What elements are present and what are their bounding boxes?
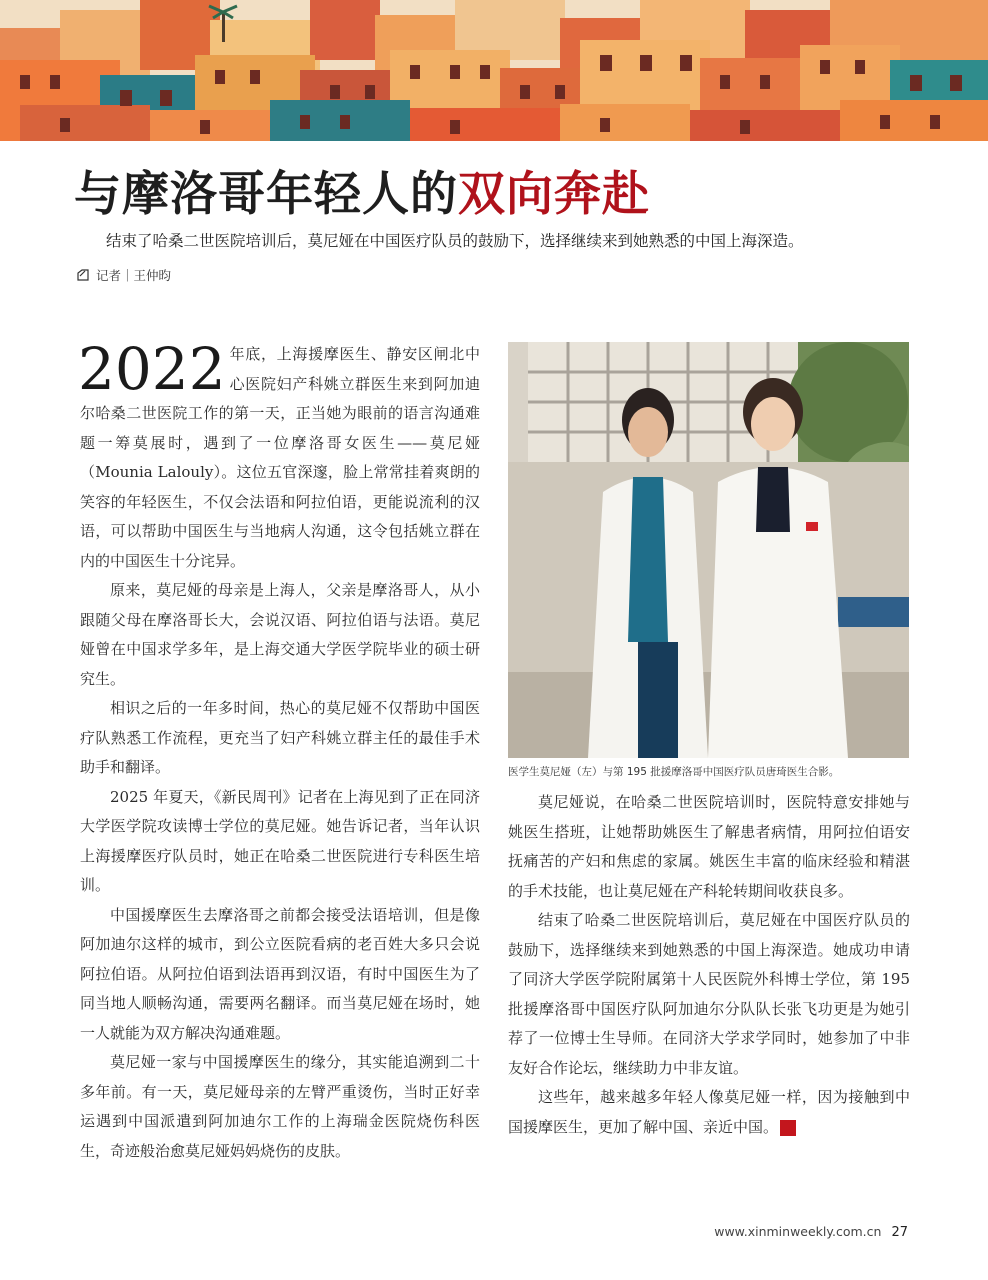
paragraph: 原来，莫尼娅的母亲是上海人，父亲是摩洛哥人，从小跟随父母在摩洛哥长大，会说汉语、阿拉伯语与法语。莫尼娅曾在中国求学多年，是上海交通大学医学院毕业的硕士研究生。	[80, 581, 480, 688]
website-url: www.xinminweekly.com.cn	[714, 1224, 882, 1239]
paragraph: 相识之后的一年多时间，热心的莫尼娅不仅帮助中国医疗队熟悉工作流程，更充当了妇产科姚立群主任的最佳手术助手和翻译。	[80, 699, 480, 776]
page-footer	[714, 1224, 908, 1240]
photo-caption: 医学生莫尼娅（左）与第 195 批援摩洛哥中国医疗队员唐琦医生合影。	[508, 766, 840, 778]
paragraph: 莫尼娅说，在哈桑二世医院培训时，医院特意安排她与姚医生搭班，让她帮助姚医生了解患者病情，用阿拉伯语安抚痛苦的产妇和焦虑的家属。姚医生丰富的临床经验和精湛的手术技能，也让莫尼娅在产科轮转期间收获良多。	[508, 793, 910, 900]
paragraph-text: 年底，上海援摩医生、静安区闸北中心医院妇产科姚立群医生来到阿加迪尔哈桑二世医院工作的第一天，正当她为眼前的语言沟通难题一筹莫展时，遇到了一位摩洛哥女医生——莫尼娅（Mounia Lalouly）。这位五官深邃，脸上常常挂着爽朗的笑容的年轻医生，不仅会法语和阿拉伯语，更能说流利的汉语，可以帮助中国医生与当地病人沟通，这令包括姚立群在内的中国医生十分诧异。	[80, 345, 480, 570]
article-photo	[508, 342, 909, 758]
paragraph: 结束了哈桑二世医院培训后，莫尼娅在中国医疗队员的鼓励下，选择继续来到她熟悉的中国上海深造。她成功申请了同济大学医学院附属第十人民医院外科博士学位，第 195 批援摩洛哥中国医疗队阿加迪尔分队队长张飞功更是为她引荐了一位博士生导师。在同济大学求学同时，她参加了中非友好合作论坛，继续助力中非友谊。	[508, 911, 910, 1077]
title-accent: 双向奔赴	[458, 167, 650, 222]
left-column	[78, 335, 480, 1166]
header-illustration	[0, 0, 988, 141]
title-main: 与摩洛哥年轻人的	[74, 167, 458, 222]
paragraph	[508, 1083, 910, 1142]
byline	[76, 266, 171, 284]
paragraph: 2025 年夏天，《新民周刊》记者在上海见到了正在同济大学医学院攻读博士学位的莫尼娅。她告诉记者，当年认识上海援摩医疗队员时，她正在哈桑二世医院进行专科医生培训。	[80, 787, 480, 894]
article-title	[74, 166, 650, 224]
two-doctors-photo	[508, 342, 909, 758]
moroccan-city-illustration	[0, 0, 988, 141]
dropcap: 2022	[78, 335, 226, 403]
paragraph: 中国援摩医生去摩洛哥之前都会接受法语培训，但是像阿加迪尔这样的城市，到公立医院看病的老百姓大多只会说阿拉伯语。从阿拉伯语到法语再到汉语，有时中国医生为了同当地人顺畅沟通，需要两名翻译。而当莫尼娅在场时，她一人就能为双方解决沟通难题。	[80, 905, 480, 1042]
paragraph	[78, 335, 480, 576]
byline-text: 记者｜王仲昀	[96, 268, 172, 283]
paragraph: 莫尼娅一家与中国援摩医生的缘分，其实能追溯到二十多年前。有一天，莫尼娅母亲的左臂严重烫伤，当时正好幸运遇到中国派遣到阿加迪尔工作的上海瑞金医院烧伤科医生，奇迹般治愈莫尼娅妈妈烧伤的皮肤。	[80, 1053, 480, 1160]
article-subtitle: 结束了哈桑二世医院培训后，莫尼娅在中国医疗队员的鼓励下，选择继续来到她熟悉的中国上海深造。	[106, 232, 804, 250]
right-column	[508, 788, 910, 1142]
end-mark-icon: 民	[780, 1120, 796, 1136]
page-number: 27	[891, 1225, 908, 1240]
pen-icon	[76, 268, 90, 282]
paragraph-text: 这些年，越来越多年轻人像莫尼娅一样，因为接触到中国援摩医生，更加了解中国、亲近中国。	[508, 1088, 910, 1136]
